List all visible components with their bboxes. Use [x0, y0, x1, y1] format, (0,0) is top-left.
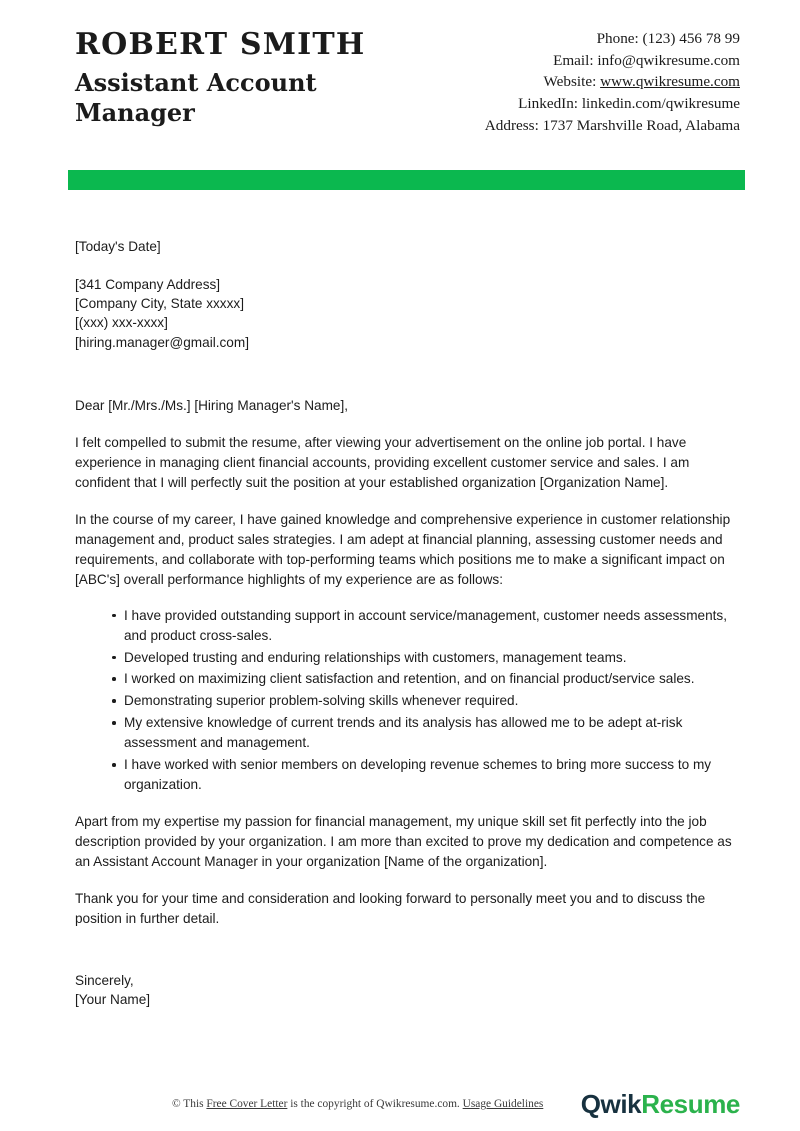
- accent-bar-container: [0, 170, 800, 190]
- letter-date: [Today's Date]: [75, 238, 161, 254]
- contact-linkedin[interactable]: LinkedIn: linkedin.com/qwikresume: [518, 95, 740, 113]
- salutation: Dear [Mr./Mrs./Ms.] [Hiring Manager's Name],: [75, 397, 349, 413]
- copyright-notice: [172, 1098, 543, 1110]
- logo-text-qwik: Qwik: [580, 1089, 642, 1119]
- letter-body: [0, 237, 800, 1010]
- signature-block: [75, 971, 740, 1010]
- recipient-block: [75, 275, 740, 352]
- body-paragraph-2: In the course of my career, I have gained knowledge and comprehensive experience in customer relationship management and, product sales strategies. I am adept at financial planning, assessing customer needs and requirements, and collaborate with top-performing teams which positions me to make a significant impact on [ABC's] overall performance highlights of my experience are as follows:: [75, 511, 731, 587]
- contact-email: Email: info@qwikresume.com: [553, 51, 740, 69]
- contact-website: [485, 71, 740, 93]
- contact-phone: Phone: (123) 456 78 99: [596, 30, 740, 47]
- usage-guidelines-link[interactable]: Usage Guidelines: [462, 1098, 544, 1110]
- signature-name: [Your Name]: [75, 992, 151, 1008]
- identity-block: [75, 22, 375, 129]
- list-item: I have worked with senior members on developing revenue schemes to bring more success to my organization.: [112, 755, 740, 795]
- list-item: I worked on maximizing client satisfaction and retention, and on financial product/service sales.: [112, 669, 740, 689]
- list-item: Developed trusting and enduring relationships with customers, management teams.: [112, 648, 740, 668]
- document-header: [0, 0, 800, 137]
- recipient-address-line: [341 Company Address]: [75, 276, 221, 292]
- recipient-email-line: [hiring.manager@gmail.com]: [75, 334, 249, 350]
- list-item: Demonstrating superior problem-solving skills whenever required.: [112, 691, 740, 711]
- contact-address: Address: 1737 Marshville Road, Alabama: [484, 116, 740, 134]
- copyright-middle: is the copyright of Qwikresume.com.: [287, 1098, 463, 1110]
- candidate-name: ROBERT SMITH: [75, 27, 366, 62]
- recipient-phone-line: [(xxx) xxx-xxxx]: [75, 315, 168, 331]
- recipient-city-line: [Company City, State xxxxx]: [75, 295, 244, 311]
- contact-website-label: Website:: [543, 73, 601, 91]
- list-item: My extensive knowledge of current trends and its analysis has allowed me to be adept at-risk assessment and management.: [112, 713, 740, 753]
- free-cover-letter-link[interactable]: Free Cover Letter: [206, 1098, 288, 1110]
- logo-text-resume: Resume: [641, 1089, 740, 1119]
- highlights-list: [75, 606, 740, 796]
- body-paragraph-1: I felt compelled to submit the resume, after viewing your advertisement on the online job portal. I have experience in managing client financial accounts, providing excellent customer service and sales. I am confident that I will perfectly suit the position at your established organization [Organization Name].: [75, 434, 690, 490]
- body-paragraph-3: Apart from my expertise my passion for financial management, my unique skill set fit perfectly into the job description provided by your organization. I am more than excited to prove my dedication and competence as an Assistant Account Manager in your organization [Name of the organization].: [75, 814, 732, 870]
- list-item: I have provided outstanding support in account service/management, customer needs assessments, and product cross-sales.: [112, 606, 740, 646]
- contact-website-link[interactable]: www.qwikresume.com: [600, 73, 740, 91]
- copyright-prefix: © This: [172, 1098, 207, 1110]
- document-footer: [0, 1091, 800, 1117]
- qwikresume-logo[interactable]: [581, 1091, 740, 1117]
- closing-word: Sincerely,: [75, 973, 134, 989]
- candidate-job-title: Assistant Account Manager: [75, 67, 317, 128]
- contact-details: [485, 22, 740, 137]
- body-paragraph-4: Thank you for your time and consideration and looking forward to personally meet you and to discuss the position in further detail.: [75, 891, 706, 927]
- green-accent-bar: [68, 170, 745, 190]
